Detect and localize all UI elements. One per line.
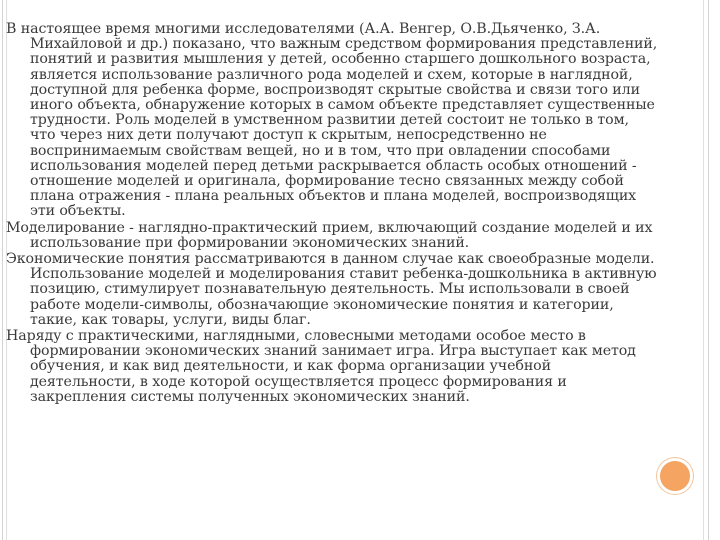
frame-left-outer-line xyxy=(2,0,3,540)
paragraph-modeling-definition: Моделирование - наглядно-практический прием, включающий создание моделей и их использование при формировании экономических знаний. xyxy=(6,219,653,251)
decorative-orange-circle xyxy=(657,458,693,494)
paragraph-game-method: Наряду с практическими, наглядными, словесными методами особое место в формировании экономических знаний занимает игра. Игра выступает как метод обучения, и как вид деятельности, и как форма организации учебной деятельности, в ходе которой осуществляется процесс формирования и закрепления системы полученных экономических знаний. xyxy=(6,328,636,405)
paragraph-economic-concepts: Экономические понятия рассматриваются в данном случае как своеобразные модели. Использование моделей и моделирования ставит ребенка-дошкольника в активную позицию, стимулирует познавательную деятельность. Мы использовали в своей работе модели-символы, обозначающие экономические понятия и категории, такие, как товары, услуги, виды благ. xyxy=(6,251,657,328)
frame-right-outer-line xyxy=(708,0,709,540)
paragraph-modeling-research: В настоящее время многими исследователями (А.А. Венгер, О.В.Дьяченко, З.А. Михайловой и др.) показано, что важным средством формирования представлений, понятий и развития мышления у детей, особенно старшего дошкольного возраста, является использование различного рода моделей и схем, которые в наглядной, доступной для ребенка форме, воспроизводят скрытые свойства и связи того или иного объекта, обнаружение которых в самом объекте представляет существенные трудности. Роль моделей в умственном развитии детей состоит не только в том, что через них дети получают доступ к скрытым, непосредственно не воспринимаемым свойствам вещей, но и в том, что при овладении способами использования моделей перед детьми раскрывается область особых отношений - отношение моделей и оригинала, формирование тесно связанных между собой плана отражения - плана реальных объектов и плана моделей, воспроизводящих эти объекты. xyxy=(6,21,658,220)
frame-right-inner-line xyxy=(703,0,704,540)
slide-body-text xyxy=(6,22,658,406)
